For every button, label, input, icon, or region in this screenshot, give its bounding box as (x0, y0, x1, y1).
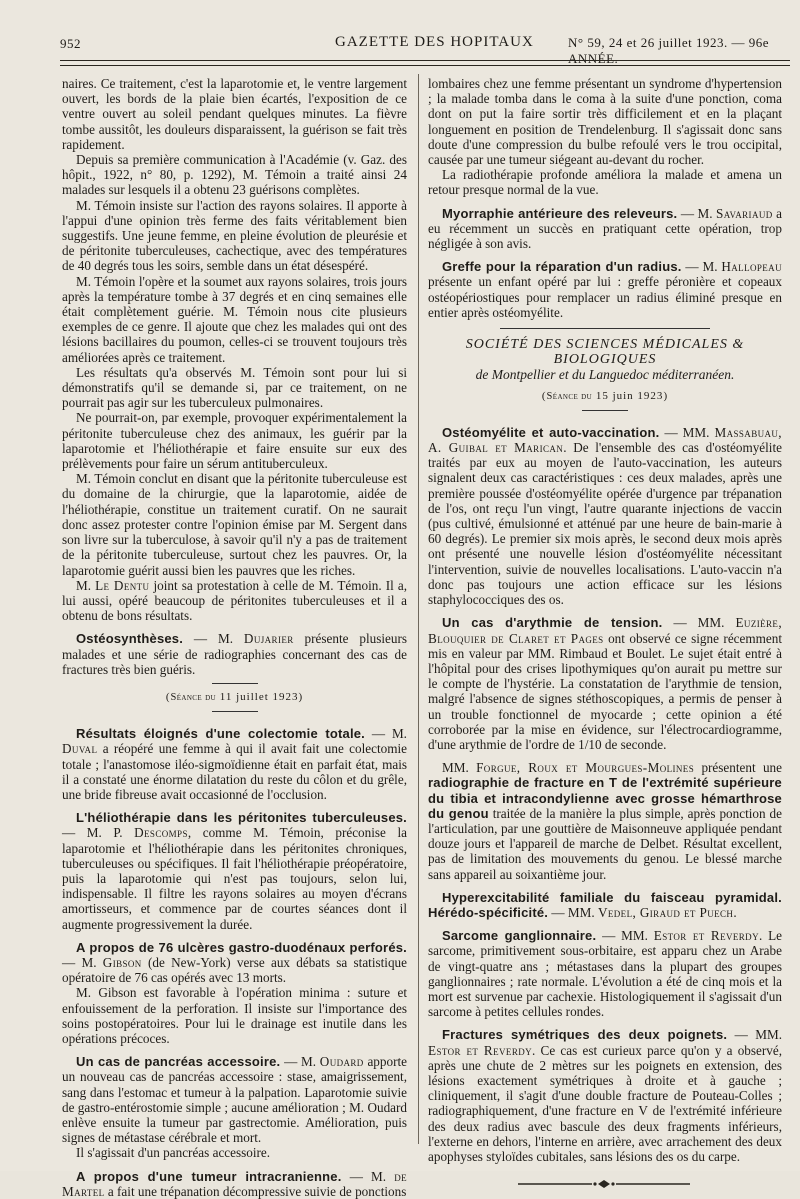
article-osteosyntheses: Ostéosynthèses. — M. Dujarier présente plusieurs malades et une série de radiographies concernant des cas de fractures très bien guéris. (62, 631, 407, 677)
author-name: Euzière, Blouquier de Claret et Pages (428, 615, 783, 646)
article-heading: Un cas d'arythmie de tension. (442, 615, 663, 631)
author-name: Gibson (102, 954, 142, 970)
article-radiographie: MM. Forgue, Roux et Mourgues-Molines présentent une radiographie de fracture en T de l'extrémité supérieure du tibia et intracondylienne avec grosse hémarthrose du genou traitée de la manière la plus simple, après ponction de l'articulation, par une gouttière de Maisonneuve appliquée pendant douze jours et l'appareil de marche de Delbet. Résultat excellent, pas de limitation des mouvements du genou. Le blessé marche sans appareil au soixantième jour. (428, 760, 783, 882)
article-heading: A propos d'une tumeur intracranienne. (76, 1168, 342, 1184)
ornament-divider (428, 1178, 782, 1190)
paragraph: Les résultats qu'a observés M. Témoin sont pour lui si démonstratifs qu'il se demande si, par ce traitement, on ne pourrait pas agir sur les tuberculeux pulmonaires. (62, 364, 407, 411)
article-tumeur: A propos d'une tumeur intracranienne. — M. de Martel a fait une trépanation décompressive suivie de ponctions (62, 1168, 407, 1199)
article-heading: Hyperexcitabilité familiale du faisceau pyramidal. Hérédo-spécificité. (428, 889, 782, 920)
right-column (428, 76, 783, 1164)
paragraph: lombaires chez une femme présentant un syndrome d'hypertension ; la malade tomba dans le coma à la suite d'une ponction, coma dont on put la faire sortir très difficilement et en la plaçant longuement en position de Trendelenburg. Il s'agissait donc sans doute d'une compression du bulbe refoulé vers le trou occipital, causée par une tumeur siégeant au-devant du rocher. (428, 76, 782, 168)
header-rule (60, 60, 790, 66)
author-name: de Martel (62, 1168, 407, 1199)
author-name: Descomps (134, 825, 188, 841)
article-heading: Sarcome ganglionnaire. (442, 928, 597, 944)
author-name: Le Dentu (95, 577, 150, 593)
page-number: 952 (60, 36, 81, 51)
page-header (60, 32, 790, 66)
article-heading: Ostéosynthèses. (76, 631, 184, 647)
article-heading: radiographie de fracture en T de l'extrémité supérieure du tibia et intracondylienne avec grosse hémarthrose du genou (428, 775, 782, 821)
paragraph: M. Témoin l'opère et la soumet aux rayons solaires, trois jours après la température tombe à 37 degrés et en cinq semaines elle était complètement guérie. M. Témoin nous cite plusieurs exemples de ce genre. Il ajoute que chez les malades qui ont des lésions bacillaires du poumon, celles-ci se trouvent toujours très améliorées après ce traitement. (62, 273, 407, 365)
section-rule (212, 711, 258, 712)
paragraph: La radiothérapie profonde améliora la malade et amena un retour presque normal de la vue. (428, 167, 782, 198)
author-name: Hallopeau (721, 259, 782, 275)
article-heading: A propos de 76 ulcères gastro-duodénaux perforés. (76, 939, 407, 955)
article-colectomie: Résultats éloignés d'une colectomie totale. — M. Duval a réopéré une femme à qui il avait fait une colectomie totale ; l'anastomose iléo-sigmoïdienne était en parfait état, mais il a constaté une énorme dilatation du reste du côlon et du grêle, une bride fibreuse avait occasionné de l'occlusion. (62, 726, 407, 802)
paragraph: M. Gibson est favorable à l'opération minima : suture et enfouissement de la perforation. Il insiste sur l'importance des soins postopératoires. Pour lui le drainage est inutile dans les opérations précoces. (62, 985, 407, 1046)
issue-info: N° 59, 24 et 26 juillet 1923. — 96e ANNÉE. (568, 35, 770, 66)
article-sarcome: Sarcome ganglionnaire. — MM. Estor et Reverdy. Le sarcome, primitivement sous-orbitaire, est apparu chez un Arabe de vingt-quatre ans ; métastases dans la plupart des groupes ganglionnaires ; rate normale. L'évolution a été de cinq mois et la mort est survenue par cachexie. Histologiquement il s'agissait d'un sarcome à petites cellules rondes. (428, 928, 782, 1020)
article-heading: Myorraphie antérieure des releveurs. (442, 205, 678, 221)
session-date: (Séance du 15 juin 1923) (541, 389, 669, 402)
author-name: Estor et Reverdy (428, 1042, 533, 1058)
article-heading: Un cas de pancréas accessoire. (76, 1054, 281, 1070)
article-ulceres: A propos de 76 ulcères gastro-duodénaux perforés. — M. Gibson (de New-York) verse aux débats sa statistique opératoire de 76 cas opérés avec 13 morts. (62, 939, 407, 986)
article-hyperexcitabilite: Hyperexcitabilité familiale du faisceau pyramidal. Hérédo-spécificité. — MM. Vedel, Giraud et Puech. (428, 889, 782, 920)
paragraph: Il s'agissait d'un pancréas accessoire. (76, 1145, 271, 1161)
author-name: Vedel, Giraud et Puech (597, 904, 734, 920)
article-heading: Ostéomyélite et auto-vaccination. (442, 424, 660, 440)
section-rule (212, 683, 258, 684)
section-rule (582, 410, 628, 411)
session-date: (Séance du 11 juillet 1923) (165, 690, 304, 703)
paragraph: Depuis sa première communication à l'Académie (v. Gaz. des hôpit., 1922, n° 80, p. 1292), M. Témoin a traité ainsi 24 malades sur lesquels il a obtenu 23 guérisons complètes. (62, 152, 407, 198)
article-osteomyelite: Ostéomyélite et auto-vaccination. — MM. Massabuau, A. Guibal et Marican. De l'ensemble des cas d'ostéomyélite traités par eux au moyen de l'auto-vaccination, les auteurs signalent deux cas caractéristiques : ces deux malades, après une première poussée d'ostéomyélite opérée d'urgence par trépanation de l'os, ont reçu l'un vingt, l'autre quarante injections de vaccin (pus cultivé, émulsionné et atténué par une heure de bain-marie à 60 degrés). Le premier six mois après, le second deux mois après ont présenté une nouvelle lésion d'ostéomyélite nécessitant l'intervention, suivie de nouvelles localisations. L'auto-vaccin n'a donc pas toujours une action efficace sur les lésions staphylococciques des os. (428, 424, 783, 608)
society-subtitle: de Montpellier et du Languedoc méditerranéen. (475, 367, 735, 383)
article-pancreas: Un cas de pancréas accessoire. — M. Oudard apporte un nouveau cas de pancréas accessoire : stase, amaigrissement, sang dans l'estomac et tumeur à la palpation. Laparotomie suivie de gastro-entérostomie simple ; aucune amélioration ; M. Oudard enlève ensuite la tumeur par gastrectomie. Amélioration, puis signes de métastase cérébrale et mort. (62, 1054, 408, 1146)
article-heading: Fractures symétriques des deux poignets. (442, 1027, 728, 1043)
author-name: Forgue, Roux et Mourgues-Molines (476, 760, 695, 776)
article-heading: Greffe pour la réparation d'un radius. (442, 259, 682, 275)
author-name: Oudard (319, 1054, 364, 1070)
article-heading: Résultats éloignés d'une colectomie totale. (76, 726, 365, 742)
author-name: Duval (62, 741, 98, 757)
left-column (62, 76, 408, 1199)
article-heliotherapie: L'héliothérapie dans les péritonites tuberculeuses. — M. P. Descomps, comme M. Témoin, préconise la laparotomie et l'héliothérapie dans les péritonites chroniques, tuberculeuses ou spécifiques. Il fait l'héliothérapie préopératoire, puis la laparotomie qui n'est pas toujours, selon lui, indispensable. Il filtre les rayons solaires au moyen d'écrans amortisseurs, et commence par de courtes séances dont il augmente progressivement la durée. (62, 810, 407, 932)
paragraph: M. Témoin conclut en disant que la péritonite tuberculeuse est du domaine de la chirurgie, que la laparotomie, aidée de l'héliothérapie, constitue un traitement curatif. On ne saurait donc assez protester contre l'opinion émise par M. Sergent dans son livre sur la tuberculose, à savoir qu'il n'y a pas de traitement de la péritonite tuberculeuse, surtout chez les pauvres. Or, la laparotomie guérit aussi bien les pauvres que les riches. (62, 471, 407, 578)
article-arythmie: Un cas d'arythmie de tension. — MM. Euzière, Blouquier de Claret et Pages ont observé ce signe récemment mis en valeur par MM. Rimbaud et Boulet. Le sujet était entré à l'hôpital pour des crises lipothymiques qu'on aurait pu mettre sur le compte de l'hystérie. La constatation de l'arythmie de tension, malgré l'absence de signes stéthoscopiques, a permis de penser à un trouble fonctionnel de myocarde ; cette opinion a été corroborée par la mise en évidence, sur l'électrocardiogramme, d'une arythmie de l'ordre de 1/10 de seconde. (428, 615, 783, 752)
paragraph: Ne pourrait-on, par exemple, provoquer expérimentalement la péritonite tuberculeuse chez des animaux, les guérir par la laparotomie et l'héliothérapie et faire ensuite sur eux des prélèvements pour faire un sérum antituberculeux. (62, 410, 407, 472)
paragraph: M. Le Dentu joint sa protestation à celle de M. Témoin. Il a, lui aussi, opéré beaucoup de péritonites tuberculeuses et il a obtenu de bons résultats. (62, 577, 407, 624)
article-fractures: Fractures symétriques des deux poignets. — MM. Estor et Reverdy. Ce cas est curieux parce qu'on y a observé, après une chute de 2 mètres sur les poignets en extension, des lésions exactement symétriques à droite et à gauche ; cliniquement, il s'agit d'une double fracture de Pouteau-Colles ; radiographiquement, d'une fracture en V de l'extrémité inférieure des deux radius avec bascule des deux fragments inférieurs, l'externe en dehors, l'interne en arrière, avec arrachement des deux apophyses styloïdes cubitales, sans lésions des os du carpe. (428, 1027, 783, 1164)
paragraph: naires. Ce traitement, c'est la laparotomie et, le ventre largement ouvert, les bords de la plaie bien écartés, l'exposition de ce ventre ouvert au soleil pendant quelques minutes. La fièvre tombe aussitôt, les douleurs disparaissent, la guérison se fait très rapidement. (62, 76, 407, 152)
article-heading: L'héliothérapie dans les péritonites tuberculeuses. (76, 810, 407, 826)
society-title: SOCIÉTÉ DES SCIENCES MÉDICALES & BIOLOGIQUES (465, 337, 745, 368)
article-myorraphie: Myorraphie antérieure des releveurs. — M. Savariaud a eu récemment un succès en pratiquant cette opération, trop négligée à son avis. (428, 205, 782, 252)
author-name: Dujarier (243, 631, 294, 647)
journal-title: GAZETTE DES HOPITAUX (335, 34, 534, 50)
article-greffe: Greffe pour la réparation d'un radius. — M. Hallopeau présente un enfant opéré par lui : greffe péronière et copeaux ostéopériostiques pour remplacer un radius éliminé presque en entier après ostéomyélite. (428, 259, 782, 320)
column-divider (418, 74, 419, 1144)
paragraph: M. Témoin insiste sur l'action des rayons solaires. Il apporte à l'appui d'une opinion très ferme des faits véritablement bien suggestifs. Une jeune femme, en pleine évolution de pleurésie et de péritonite tuberculeuses, cachectique, avec des températures de 40 degrés tous les soirs, semble dans un état désespéré. (62, 197, 407, 274)
author-name: Savariaud (716, 205, 773, 221)
author-name: Estor et Reverdy (653, 928, 759, 944)
author-name: Massabuau, A. Guibal et Marican (428, 424, 783, 456)
section-rule (500, 328, 710, 329)
